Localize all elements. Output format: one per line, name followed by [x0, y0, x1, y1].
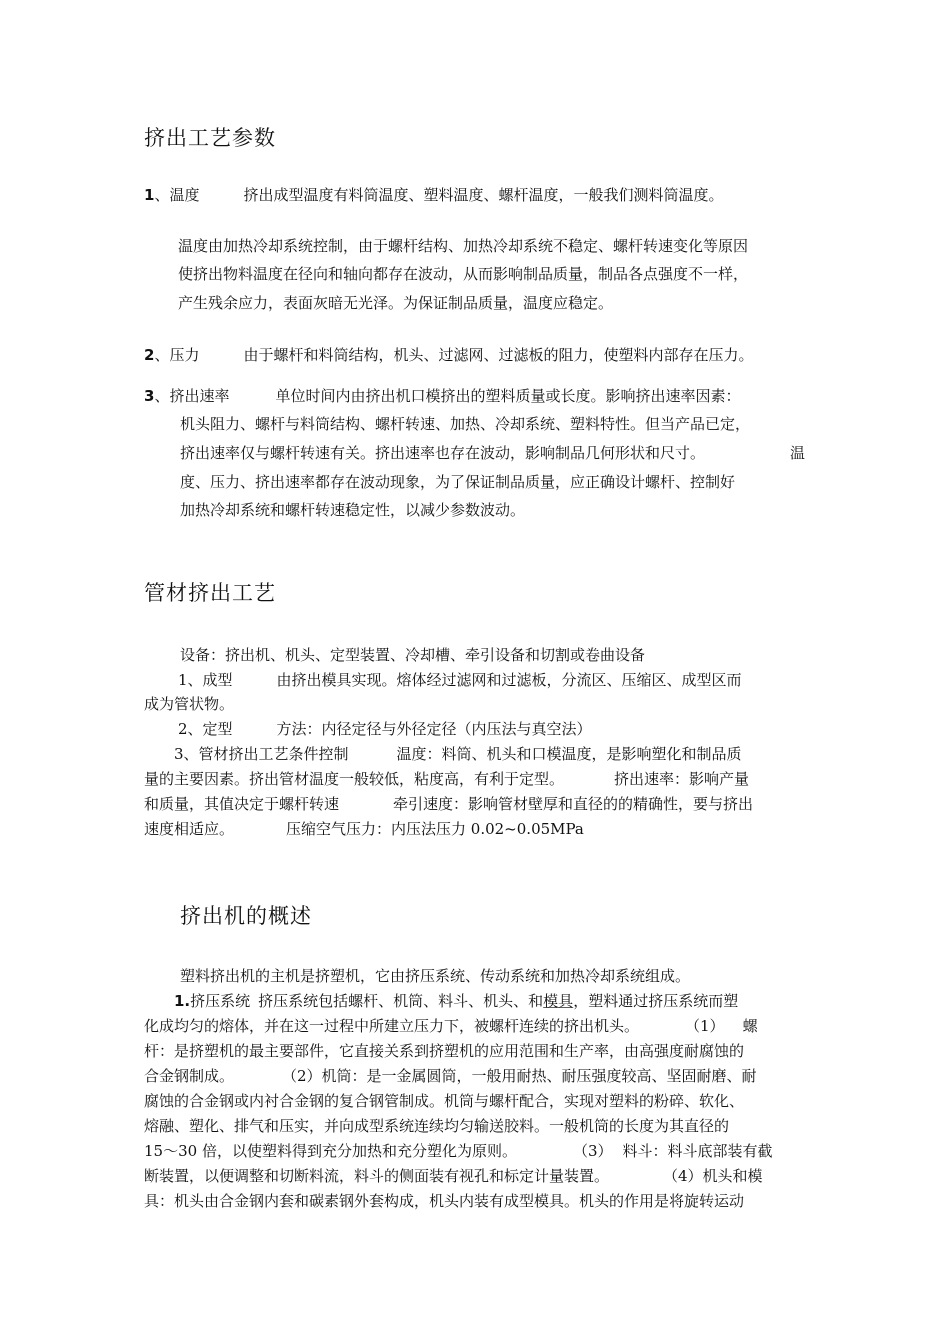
text-run: 挤压系统包括螺杆、机筒、料斗、机头、和	[258, 992, 544, 1010]
text-run: 和质量，其值决定于螺杆转速	[144, 795, 340, 813]
item-pressure	[144, 345, 753, 365]
paragraph-line	[144, 1016, 758, 1036]
paragraph-line: 具：机头由合金钢内套和碳素钢外套构成，机头内装有成型模具。机头的作用是将旋转运动	[144, 1192, 745, 1210]
paragraph-line: 机头阻力、螺杆与料筒结构、螺杆转速、加热、冷却系统、塑料特性。但当产品已定，	[180, 415, 751, 433]
step-sizing	[178, 719, 592, 739]
paragraph-line: 成为管状物。	[144, 695, 235, 713]
paragraph-line: 熔融、塑化、排气和压实，并向成型系统连续均匀输送胶料。一般机筒的长度为其直径的	[144, 1117, 730, 1135]
paragraph-line: 挤出速率仅与螺杆转速有关。挤出速率也存在波动，影响制品几何形状和尺寸。	[180, 444, 706, 462]
section-title-extrusion-parameters: 挤出工艺参数	[144, 126, 276, 150]
text-run: 合金钢制成。	[144, 1067, 235, 1085]
paragraph-line-fragment: 温	[790, 444, 806, 462]
text-run: ，塑料通过挤压系统而塑	[573, 992, 739, 1010]
equipment-line: 设备：挤出机、机头、定型装置、冷却槽、牵引设备和切割或卷曲设备	[180, 646, 646, 664]
text-run: 料斗：料斗底部装有截	[622, 1142, 773, 1160]
text-run: 压缩空气压力：内压法压力 0.02~0.05MPa	[286, 820, 584, 838]
step-text: 温度：料筒、机头和口模温度，是影响塑化和制品质	[396, 745, 742, 763]
item-text: 挤出成型温度有料筒温度、塑料温度、螺杆温度，一般我们测料筒温度。	[243, 186, 724, 204]
paragraph-line: 温度由加热冷却系统控制，由于螺杆结构、加热冷却系统不稳定、螺杆转速变化等原因	[178, 237, 749, 255]
text-run: 15～30 倍，以使塑料得到充分加热和充分塑化为原则。	[144, 1142, 517, 1160]
item-text: 由于螺杆和料筒结构，机头、过滤网、过滤板的阻力，使塑料内部存在压力。	[243, 346, 754, 364]
text-run: 断装置，以便调整和切断料流，料斗的侧面装有视孔和标定计量装置。	[144, 1167, 610, 1185]
text-run: 牵引速度：影响管材壁厚和直径的的精确性，要与挤出	[393, 795, 754, 813]
paragraph-line	[144, 1166, 763, 1186]
paragraph-line: 使挤出物料温度在径向和轴向都存在波动，从而影响制品质量，制品各点强度不一样，	[178, 265, 749, 283]
item-label: 、温度	[154, 186, 200, 204]
paragraph-line: 加热冷却系统和螺杆转速稳定性，以减少参数波动。	[180, 501, 526, 519]
intro-line: 塑料挤出机的主机是挤塑机，它由挤压系统、传动系统和加热冷却系统组成。	[180, 967, 691, 985]
paragraph-line	[174, 991, 738, 1011]
text-run: （1）	[685, 1017, 725, 1035]
paragraph-line: 产生残余应力，表面灰暗无光泽。为保证制品质量，温度应稳定。	[178, 294, 614, 312]
item-number: 2	[144, 346, 155, 364]
paragraph-line: 杆：是挤塑机的最主要部件，它直接关系到挤塑机的应用范围和生产率，由高强度耐腐蚀的	[144, 1042, 745, 1060]
step-label: 3、管材挤出工艺条件控制	[174, 745, 349, 763]
text-run: （2）机筒：是一金属圆筒，一般用耐热、耐压强度较高、坚固耐磨、耐	[282, 1067, 757, 1085]
mold-link[interactable]: 模具	[543, 992, 574, 1010]
step-process-control	[174, 744, 742, 764]
section-title-pipe-extrusion: 管材挤出工艺	[144, 581, 276, 605]
step-label: 1、成型	[178, 671, 233, 689]
step-text: 方法：内径定径与外径定径（内压法与真空法）	[276, 720, 592, 738]
step-forming	[178, 670, 742, 690]
paragraph-line	[144, 819, 584, 839]
item-text: 单位时间内由挤出机口模挤出的塑料质量或长度。影响挤出速率因素：	[275, 387, 741, 405]
paragraph-line: 腐蚀的合金钢或内衬合金钢的复合钢管制成。机筒与螺杆配合，实现对塑料的粉碎、软化、	[144, 1092, 745, 1110]
paragraph-line	[144, 769, 749, 789]
text-run: （4）机头和模	[663, 1167, 763, 1185]
item-number: 3	[144, 387, 155, 405]
item-number: 1	[144, 186, 155, 204]
item-extrusion-rate	[144, 386, 740, 406]
item-number: 1.	[174, 992, 191, 1010]
text-run: 挤出速率：影响产量	[614, 770, 750, 788]
paragraph-line	[144, 1066, 757, 1086]
text-run: 化成均匀的熔体，并在这一过程中所建立压力下，被螺杆连续的挤出机头。	[144, 1017, 640, 1035]
item-temperature	[144, 185, 723, 205]
paragraph-line	[144, 794, 753, 814]
paragraph-line: 度、压力、挤出速率都存在波动现象，为了保证制品质量，应正确设计螺杆、控制好	[180, 473, 736, 491]
step-text: 由挤出模具实现。熔体经过滤网和过滤板，分流区、压缩区、成型区而	[276, 671, 742, 689]
paragraph-line	[144, 1141, 773, 1161]
text-run: 螺	[742, 1017, 758, 1035]
step-label: 2、定型	[178, 720, 233, 738]
text-run: 量的主要因素。挤出管材温度一般较低，粘度高，有利于定型。	[144, 770, 565, 788]
item-label: 、压力	[154, 346, 200, 364]
text-run: 速度相适应。	[144, 820, 235, 838]
text-run: （3）	[572, 1142, 613, 1160]
item-label: 、挤出速率	[154, 387, 230, 405]
text-run: 挤压系统	[190, 992, 251, 1010]
section-title-extruder-overview: 挤出机的概述	[180, 904, 312, 928]
